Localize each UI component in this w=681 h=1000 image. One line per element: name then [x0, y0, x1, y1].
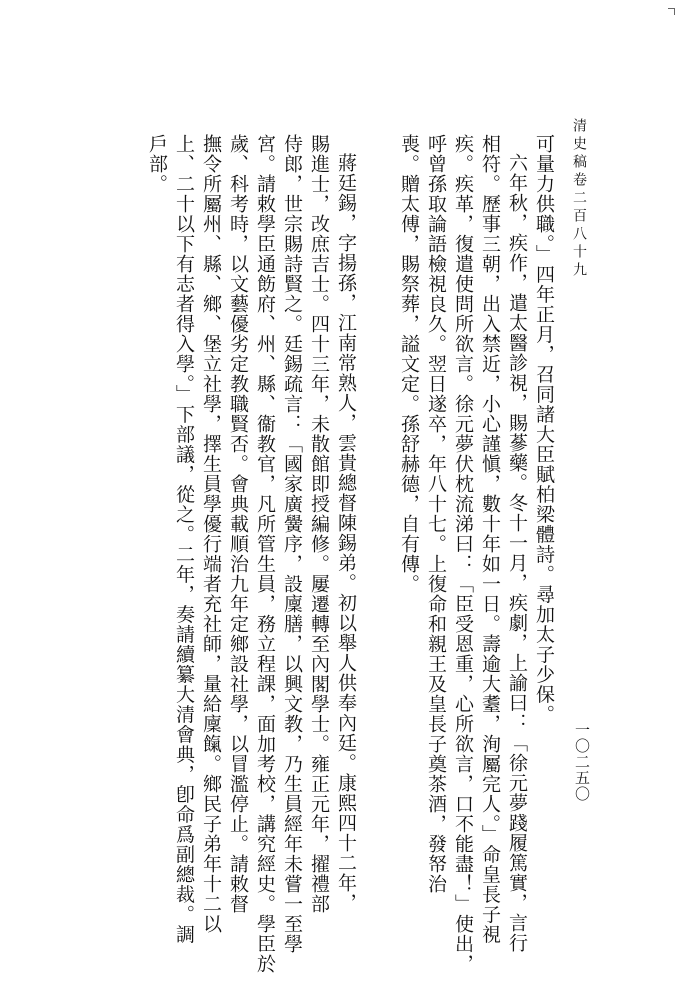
corner-mark [668, 8, 675, 15]
text-column-9: 侍郎，世宗賜詩賢之。廷錫疏言：「國家廣黌序，設廩膳，以興文教，乃生員經年未嘗一至學 [281, 134, 303, 954]
page-number: 一〇二五〇 [573, 722, 591, 802]
text-column-1: 可量力供職。」四年正月，召同諸大臣賦柏梁體詩。尋加太子少保。 [533, 134, 555, 725]
text-column-4: 疾。疾革，復遣使問所欲言。徐元夢伏枕流涕曰：「臣受恩重，心所欲言，口不能盡！」使出， [452, 134, 474, 974]
text-column-8: 賜進士，改庶吉士。四十三年，未散館即授編修。屢遷轉至內閣學士。雍正元年，擢禮部 [308, 134, 330, 914]
running-title: 清史稿卷二百八十九 [571, 118, 587, 280]
text-column-11: 歲、科考時，以文藝優劣定教職賢否。會典載順治九年定鄉設社學，以冒濫停止。請敕督 [227, 134, 249, 914]
text-column-7: 蔣廷錫，字揚孫，江南常熟人，雲貴總督陳錫弟。初以舉人供奉內廷。康熙四十二年， [335, 153, 357, 913]
text-column-6: 喪。贈太傅，賜祭葬，謚文定。孫舒赫德，自有傳。 [398, 134, 420, 594]
text-column-14: 戶部。 [146, 134, 168, 194]
text-column-5: 呼曾孫取論語檢視良久。翌日遂卒，年八十七。上復命和親王及皇長子奠茶酒，發帑治 [425, 134, 447, 894]
text-column-10: 宮。請敕學臣通飭府、州、縣、衞教官，凡所管生員，務立程課，面加考校，講究經史。學臣於 [254, 134, 276, 974]
text-column-12: 撫令所屬州、縣、鄉、堡立社學，擇生員學優行端者充社師，量給廩餼。鄉民子弟年十二以 [200, 134, 222, 934]
text-column-3: 相符。歷事三朝，出入禁近，小心謹愼，數十年如一日。壽逾大耋，洵屬完人。」命皇長子視 [479, 134, 501, 945]
text-column-2: 六年秋，疾作，遣太醫診視，賜蔘藥。冬十一月，疾劇，上諭曰：「徐元夢踐履篤實，言行 [506, 153, 528, 953]
text-column-13: 上、二十以下有志者得入學。」下部議，從之。二年，奏請續纂大清會典，卽命爲副總裁。調 [173, 134, 195, 945]
